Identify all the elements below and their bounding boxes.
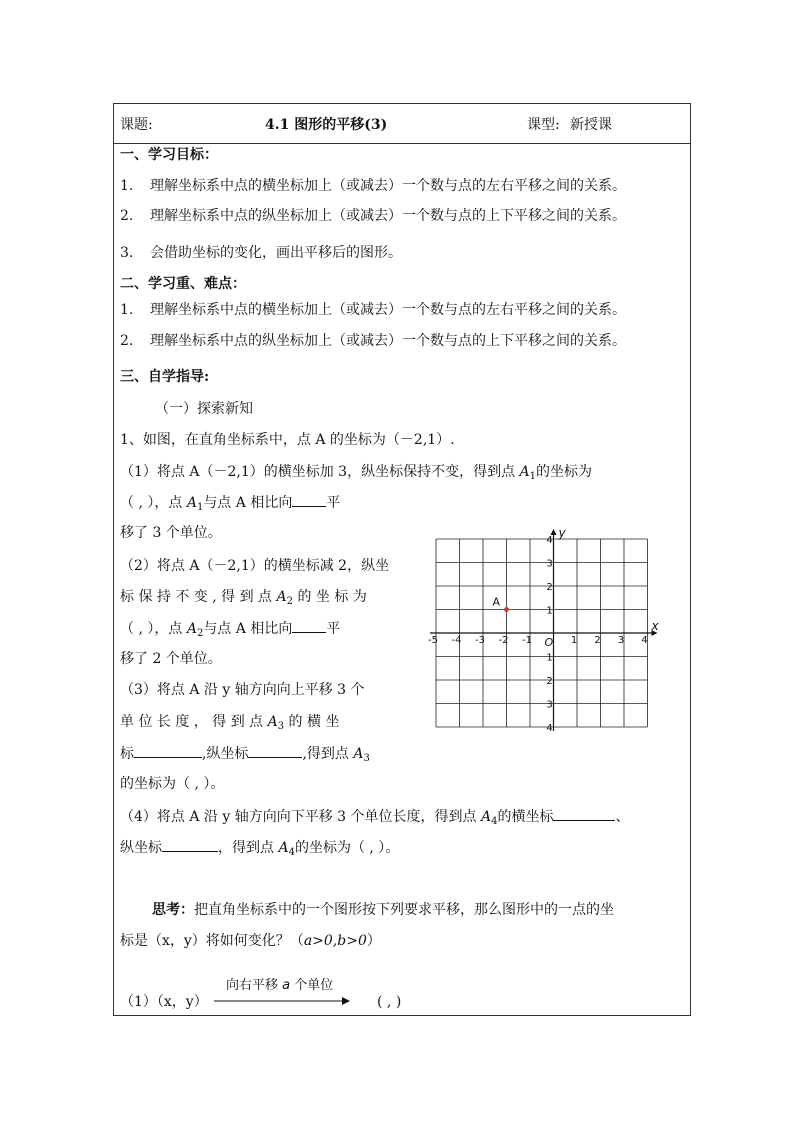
x-tick-label: -5	[428, 635, 438, 646]
answer-blank[interactable]	[292, 619, 326, 633]
y-tick-label: 2	[546, 676, 553, 687]
y-tick-label: 1	[546, 605, 553, 617]
x-tick-label: -2	[498, 635, 509, 646]
y-tick-label: 4	[546, 535, 553, 546]
keypoint-num-2: 2.	[120, 333, 134, 349]
y-tick-label: 4	[546, 723, 553, 734]
guide-heading: 三、自学指导:	[120, 369, 210, 385]
y-tick-label: 1	[546, 652, 553, 664]
q3-line3: 标 ,纵坐标 ,得到点 $A_3$	[120, 746, 370, 764]
think-line2: 标是（x，y）将如何变化？（a>0,b>0）	[120, 933, 381, 949]
answer-blank[interactable]	[248, 744, 302, 758]
lesson-type-label: 课型:	[527, 117, 560, 133]
goal-num-3: 3.	[120, 245, 134, 261]
goal-text-1: 理解坐标系中点的横坐标加上（或减去）一个数与点的左右平移之间的关系。	[150, 178, 626, 194]
chart-axes	[430, 526, 660, 731]
x-tick-label: 4	[641, 635, 648, 646]
guide-intro: 1、如图，在直角坐标系中，点 A 的坐标为（－2,1）.	[120, 432, 455, 448]
y-axis-label: y	[558, 526, 566, 540]
goal-num-1: 1.	[120, 178, 134, 194]
x-axis-label: x	[651, 619, 659, 633]
goal-text-2: 理解坐标系中点的纵坐标加上（或减去）一个数与点的上下平移之间的关系。	[150, 208, 626, 224]
y-tick-label: 3	[546, 699, 553, 711]
q3-line4: 的坐标为（ , ）。	[120, 776, 225, 792]
think-item1-answer: ( , )	[377, 994, 402, 1010]
answer-blank[interactable]	[553, 807, 615, 821]
guide-subheading: （一）探索新知	[155, 401, 253, 417]
coordinate-grid-chart	[424, 524, 670, 742]
q2-line4: 移了 2 个单位。	[120, 651, 222, 667]
goal-num-2: 2.	[120, 208, 134, 224]
answer-blank[interactable]	[162, 838, 218, 852]
y-tick-labels	[546, 535, 552, 734]
keypoint-num-1: 1.	[120, 302, 134, 318]
q3-line2: 单 位 长 度 ， 得 到 点 $A_3$ 的 横 坐	[120, 714, 340, 732]
q4-line1: （4）将点 A 沿 y 轴方向向下平移 3 个单位长度，得到点 $A_4$的横坐标 、	[120, 809, 630, 827]
origin-label: O	[544, 636, 554, 649]
y-tick-label: 3	[546, 558, 553, 570]
q1-line3: 移了 3 个单位。	[120, 525, 222, 541]
x-tick-label: 1	[570, 635, 578, 646]
q2-line2: 标 保 持 不 变 , 得 到 点 $A_2$ 的 坐 标 为	[120, 589, 367, 607]
think-item1-prefix: （1）（x，y）	[120, 994, 208, 1010]
x-tick-label: 3	[617, 635, 625, 646]
arrow-label: 向右平移 a 个单位	[226, 978, 334, 993]
x-tick-label: -4	[451, 635, 462, 646]
q1-line1: （1）将点 A（－2,1）的横坐标加 3，纵坐标保持不变，得到点 $A_1$的坐标为	[120, 464, 593, 482]
q1-line2: （ , ），点 $A_1$与点 A 相比向 平	[120, 495, 341, 513]
goal-text-3: 会借助坐标的变化，画出平移后的图形。	[150, 245, 402, 261]
lesson-title: 4.1 图形的平移(3)	[265, 117, 388, 133]
q2-line1: （2）将点 A（－2,1）的横坐标减 2，纵坐	[120, 558, 390, 574]
x-tick-label: -3	[475, 635, 485, 646]
right-arrow-icon	[214, 994, 354, 1008]
q2-line3: （ , ），点 $A_2$与点 A 相比向 平	[120, 621, 341, 639]
x-tick-label: -1	[522, 635, 532, 646]
keypoint-text-2: 理解坐标系中点的纵坐标加上（或减去）一个数与点的上下平移之间的关系。	[150, 333, 626, 349]
y-tick-label: 2	[546, 582, 553, 593]
answer-blank[interactable]	[292, 493, 326, 507]
lesson-type-value: 新授课	[570, 117, 612, 133]
x-tick-labels	[428, 635, 648, 646]
point-a-label: A	[492, 595, 501, 609]
keypoints-heading: 二、学习重、难点：	[120, 276, 246, 292]
x-tick-label: 2	[594, 635, 601, 646]
think-line1: 思考：把直角坐标系中的一个图形按下列要求平移，那么图形中的一点的坐	[152, 902, 614, 918]
goals-heading: 一、学习目标：	[120, 147, 218, 163]
keypoint-text-1: 理解坐标系中点的横坐标加上（或减去）一个数与点的左右平移之间的关系。	[150, 302, 626, 318]
q4-line2: 纵坐标 ，得到点 $A_4$的坐标为（ , ）。	[120, 840, 400, 858]
point-a	[504, 607, 509, 612]
header-divider	[114, 143, 690, 144]
q3-line1: （3）将点 A 沿 y 轴方向向上平移 3 个	[120, 682, 365, 698]
answer-blank[interactable]	[134, 744, 202, 758]
topic-label: 课题:	[120, 117, 153, 133]
